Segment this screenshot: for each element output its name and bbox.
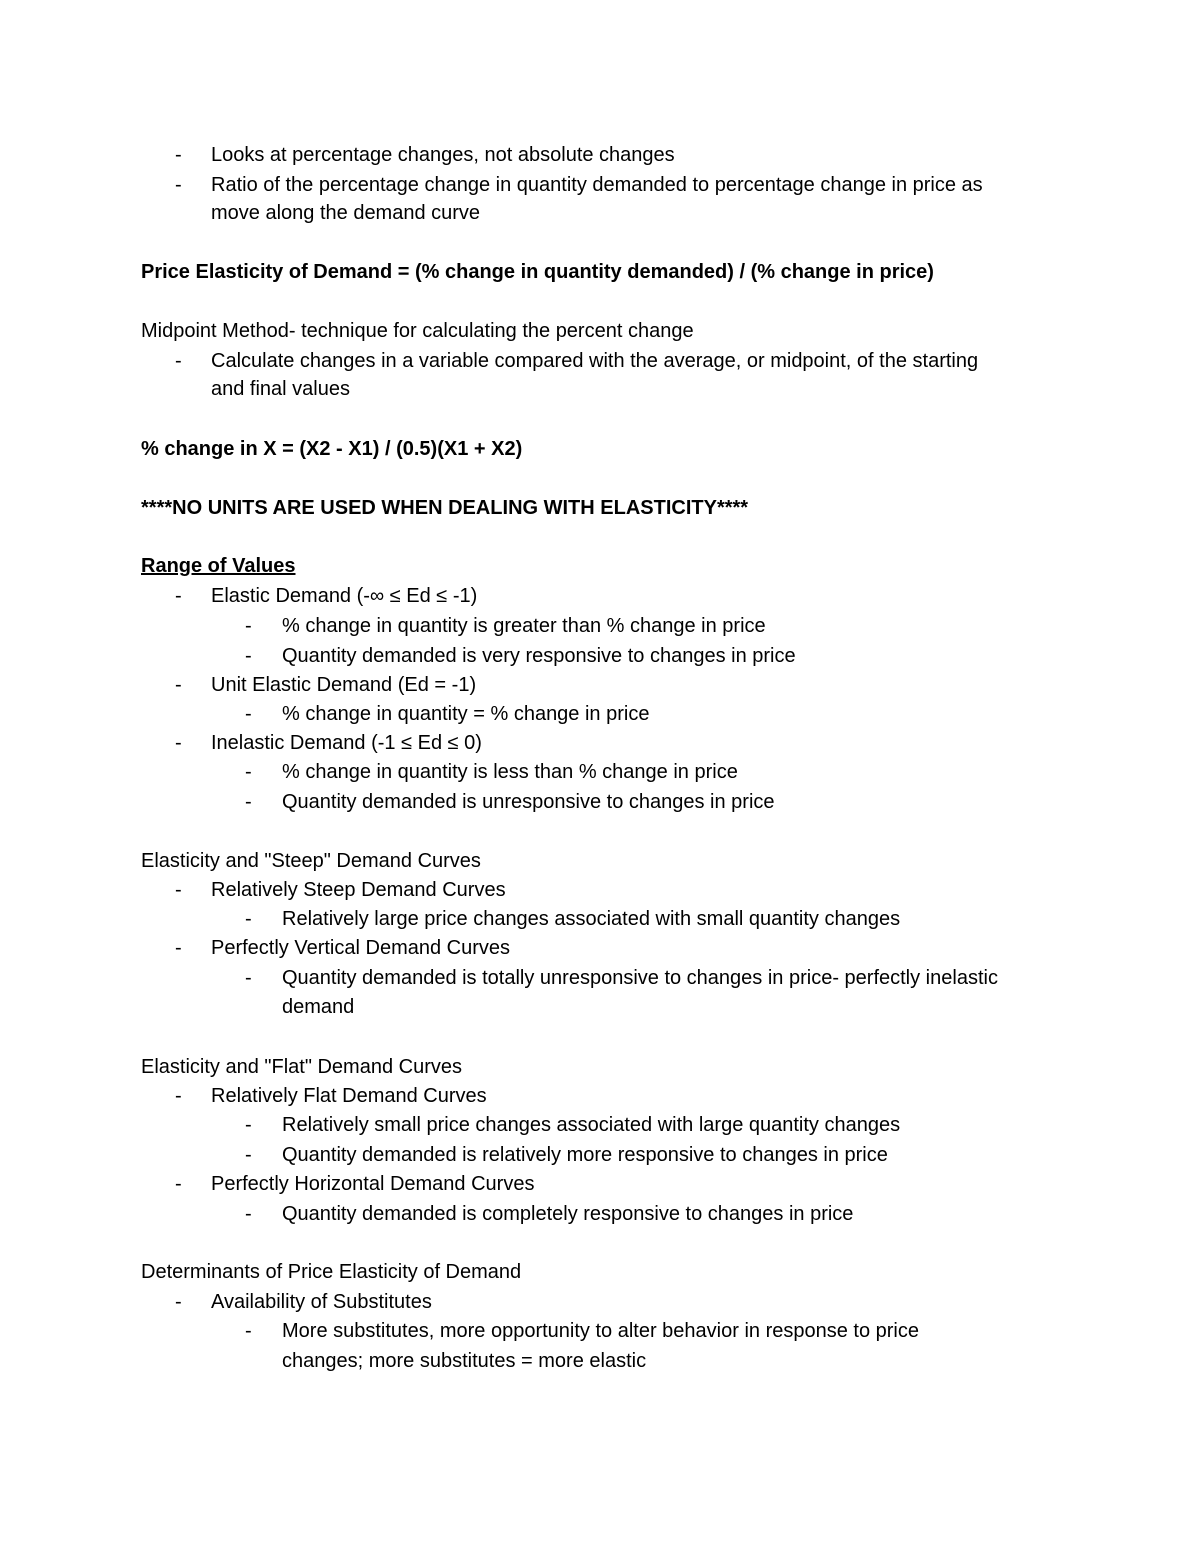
steep-vertical-sub-1-text: Quantity demanded is totally unresponsive to changes in price- perfectly inelastic bbox=[282, 967, 998, 989]
intro-item-2-text: Ratio of the percentage change in quantity demanded to percentage change in price as bbox=[211, 174, 983, 196]
steep-relative-text: Relatively Steep Demand Curves bbox=[211, 879, 506, 901]
bullet-dash: - bbox=[175, 879, 182, 901]
bullet-dash: - bbox=[175, 1173, 182, 1195]
range-inelastic-sub-1-text: % change in quantity is less than % change in price bbox=[282, 761, 738, 783]
bullet-dash: - bbox=[245, 908, 252, 930]
bullet-dash: - bbox=[175, 937, 182, 959]
determinants-substitutes-sub-1-text-continued: changes; more substitutes = more elastic bbox=[282, 1350, 647, 1372]
bullet-dash: - bbox=[245, 1320, 252, 1342]
pct-formula-text: % change in X = (X2 - X1) / (0.5)(X1 + X2) bbox=[141, 438, 523, 460]
steep-heading-text: Elasticity and "Steep" Demand Curves bbox=[141, 850, 481, 872]
range-elastic-sub-1-text: % change in quantity is greater than % change in price bbox=[282, 615, 766, 637]
bullet-dash: - bbox=[175, 1291, 182, 1313]
range-elastic-text: Elastic Demand (-∞ ≤ Ed ≤ -1) bbox=[211, 585, 478, 607]
midpoint-item-1-text: Calculate changes in a variable compared with the average, or midpoint, of the starting bbox=[211, 350, 979, 372]
intro-item-1-text: Looks at percentage changes, not absolute changes bbox=[211, 144, 675, 166]
range-unit-sub-1-text: % change in quantity = % change in price bbox=[282, 703, 650, 725]
bullet-dash: - bbox=[175, 732, 182, 754]
bullet-dash: - bbox=[245, 645, 252, 667]
flat-heading-text: Elasticity and "Flat" Demand Curves bbox=[141, 1056, 462, 1078]
flat-horizontal-sub-1-text: Quantity demanded is completely responsive to changes in price bbox=[282, 1203, 854, 1225]
flat-horizontal-text: Perfectly Horizontal Demand Curves bbox=[211, 1173, 535, 1195]
flat-relative-sub-1-text: Relatively small price changes associated with large quantity changes bbox=[282, 1114, 901, 1136]
range-elastic-sub-2-text: Quantity demanded is very responsive to changes in price bbox=[282, 645, 796, 667]
bullet-dash: - bbox=[245, 791, 252, 813]
determinants-substitutes-sub-1-text: More substitutes, more opportunity to alter behavior in response to price bbox=[282, 1320, 919, 1342]
bullet-dash: - bbox=[175, 174, 182, 196]
bullet-dash: - bbox=[175, 674, 182, 696]
midpoint-heading-text: Midpoint Method- technique for calculating the percent change bbox=[141, 320, 694, 342]
determinants-heading-text: Determinants of Price Elasticity of Demand bbox=[141, 1261, 522, 1283]
bullet-dash: - bbox=[175, 144, 182, 166]
bullet-dash: - bbox=[245, 967, 252, 989]
steep-vertical-sub-1-text-continued: demand bbox=[282, 996, 355, 1018]
range-heading-text: Range of Values bbox=[141, 555, 296, 577]
flat-relative-text: Relatively Flat Demand Curves bbox=[211, 1085, 487, 1107]
bullet-dash: - bbox=[245, 1114, 252, 1136]
determinants-substitutes-text: Availability of Substitutes bbox=[211, 1291, 432, 1313]
steep-relative-sub-1-text: Relatively large price changes associated with small quantity changes bbox=[282, 908, 901, 930]
bullet-dash: - bbox=[175, 1085, 182, 1107]
range-inelastic-sub-2-text: Quantity demanded is unresponsive to changes in price bbox=[282, 791, 775, 813]
bullet-dash: - bbox=[245, 615, 252, 637]
ped-formula-text: Price Elasticity of Demand = (% change in quantity demanded) / (% change in price) bbox=[141, 261, 934, 283]
bullet-dash: - bbox=[245, 761, 252, 783]
midpoint-item-1-text-continued: and final values bbox=[211, 378, 350, 400]
bullet-dash: - bbox=[245, 703, 252, 725]
range-unit-text: Unit Elastic Demand (Ed = -1) bbox=[211, 674, 477, 696]
bullet-dash: - bbox=[175, 350, 182, 372]
bullet-dash: - bbox=[245, 1144, 252, 1166]
bullet-dash: - bbox=[245, 1203, 252, 1225]
flat-relative-sub-2-text: Quantity demanded is relatively more responsive to changes in price bbox=[282, 1144, 888, 1166]
range-inelastic-text: Inelastic Demand (-1 ≤ Ed ≤ 0) bbox=[211, 732, 482, 754]
bullet-dash: - bbox=[175, 585, 182, 607]
no-units-note-text: ****NO UNITS ARE USED WHEN DEALING WITH ELASTICITY**** bbox=[141, 497, 749, 519]
intro-item-2-text-continued: move along the demand curve bbox=[211, 202, 481, 224]
steep-vertical-text: Perfectly Vertical Demand Curves bbox=[211, 937, 511, 959]
